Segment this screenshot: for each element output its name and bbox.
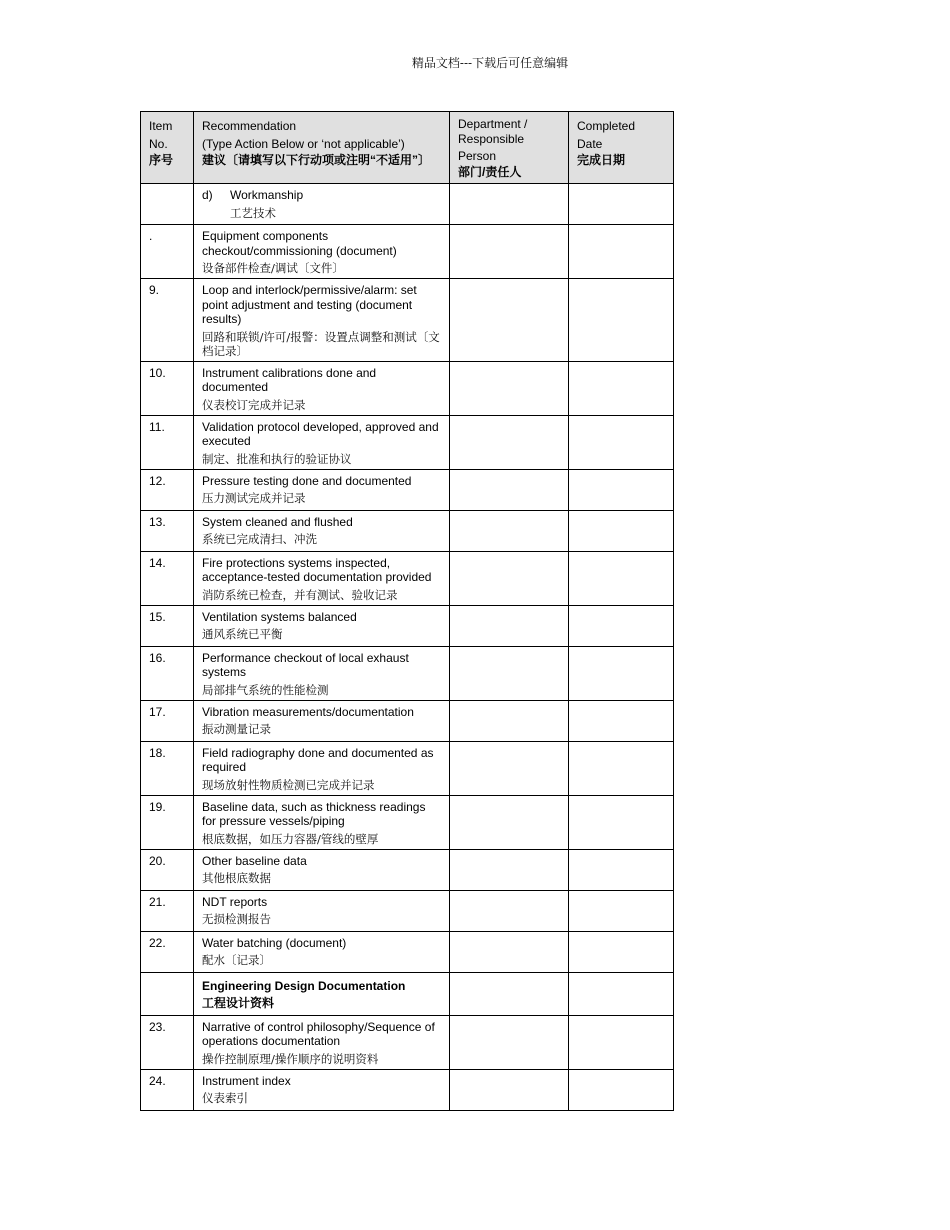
header-completed-en-1: Completed xyxy=(577,119,636,133)
recommendation-en: Workmanship xyxy=(230,188,304,202)
recommendation-en: NDT reports xyxy=(202,894,268,909)
item-no-cell: 17. xyxy=(141,700,194,741)
item-no-cell: 15. xyxy=(141,605,194,646)
completed-date-cell[interactable] xyxy=(569,469,674,510)
department-cell[interactable] xyxy=(450,1069,569,1110)
recommendation-cell xyxy=(194,184,450,225)
item-no-cell: 12. xyxy=(141,469,194,510)
completed-date-cell[interactable] xyxy=(569,741,674,795)
department-cell[interactable] xyxy=(450,469,569,510)
recommendation-en: Instrument calibrations done and documented xyxy=(202,365,377,394)
department-cell[interactable] xyxy=(450,646,569,700)
header-department-en-3: Person xyxy=(458,149,497,163)
completed-date-cell[interactable] xyxy=(569,931,674,972)
header-department xyxy=(450,112,569,184)
recommendation-zh: 无损检测报告 xyxy=(202,912,271,926)
item-no-cell: 19. xyxy=(141,795,194,849)
item-no-cell: 21. xyxy=(141,890,194,931)
item-no-cell: 23. xyxy=(141,1015,194,1069)
recommendation-en: Instrument index xyxy=(202,1073,291,1088)
table-row xyxy=(141,890,674,931)
recommendation-cell xyxy=(194,605,450,646)
table-row xyxy=(141,646,674,700)
completed-date-cell[interactable] xyxy=(569,184,674,225)
recommendation-zh: 配水〔记录〕 xyxy=(202,953,271,967)
completed-date-cell[interactable] xyxy=(569,415,674,469)
table-row xyxy=(141,931,674,972)
recommendation-en: Pressure testing done and documented xyxy=(202,473,412,488)
header-recommendation-en-2: (Type Action Below or ‘not applicable’) xyxy=(202,137,405,151)
table-row xyxy=(141,184,674,225)
item-no-cell: 24. xyxy=(141,1069,194,1110)
recommendation-zh: 操作控制原理/操作顺序的说明资料 xyxy=(202,1051,379,1066)
item-no-cell: 13. xyxy=(141,510,194,551)
recommendation-zh: 设备部件检查/调试〔文件〕 xyxy=(202,261,344,275)
recommendation-cell xyxy=(194,849,450,890)
table-row xyxy=(141,1015,674,1069)
recommendation-zh: 现场放射性物质检测已完成并记录 xyxy=(202,777,375,792)
table-header-row xyxy=(141,112,674,184)
department-cell[interactable] xyxy=(450,361,569,415)
table-row xyxy=(141,849,674,890)
header-completed-date xyxy=(569,112,674,184)
table-row xyxy=(141,551,674,605)
recommendation-zh: 工程设计资料 xyxy=(202,995,275,1010)
department-cell[interactable] xyxy=(450,931,569,972)
completed-date-cell[interactable] xyxy=(569,646,674,700)
header-item-no-en-1: Item xyxy=(149,119,173,133)
section-row xyxy=(141,972,674,1015)
recommendation-en: Loop and interlock/permissive/alarm: set point adjustment and testing (document results) xyxy=(202,283,417,326)
recommendation-zh: 其他根底数据 xyxy=(202,871,271,885)
department-cell[interactable] xyxy=(450,184,569,225)
header-department-zh: 部门/责任人 xyxy=(458,165,522,179)
completed-date-cell[interactable] xyxy=(569,225,674,279)
recommendation-en: Performance checkout of local exhaust systems xyxy=(202,650,409,679)
completed-date-cell[interactable] xyxy=(569,700,674,741)
department-cell[interactable] xyxy=(450,741,569,795)
completed-date-cell[interactable] xyxy=(569,1069,674,1110)
header-completed-zh: 完成日期 xyxy=(577,153,626,167)
recommendation-cell xyxy=(194,510,450,551)
table-row xyxy=(141,700,674,741)
completed-date-cell[interactable] xyxy=(569,510,674,551)
recommendation-en: Fire protections systems inspected, acceptance-tested documentation provided xyxy=(202,555,432,584)
department-cell[interactable] xyxy=(450,849,569,890)
header-department-en-1: Department / xyxy=(458,117,528,131)
recommendation-cell xyxy=(194,1015,450,1069)
item-no-cell: 22. xyxy=(141,931,194,972)
recommendation-zh: 仪表索引 xyxy=(202,1091,248,1105)
department-cell[interactable] xyxy=(450,605,569,646)
sub-item-letter: d) xyxy=(202,188,213,202)
header-completed-en-2: Date xyxy=(577,137,603,151)
department-cell[interactable] xyxy=(450,551,569,605)
table-row xyxy=(141,279,674,362)
recommendation-en: Validation protocol developed, approved and executed xyxy=(202,419,439,448)
completed-date-cell[interactable] xyxy=(569,361,674,415)
recommendation-cell xyxy=(194,795,450,849)
item-no-cell: 11. xyxy=(141,415,194,469)
recommendation-en: Vibration measurements/documentation xyxy=(202,704,414,719)
department-cell[interactable] xyxy=(450,415,569,469)
recommendation-cell xyxy=(194,700,450,741)
recommendation-en: Ventilation systems balanced xyxy=(202,609,357,624)
recommendation-zh: 回路和联锁/许可/报警：设置点调整和测试〔文档记录〕 xyxy=(202,329,440,358)
department-cell[interactable] xyxy=(450,795,569,849)
header-recommendation-zh: 建议〔请填写以下行动项或注明“不适用”〕 xyxy=(202,153,431,167)
completed-date-cell[interactable] xyxy=(569,279,674,362)
completed-date-cell[interactable] xyxy=(569,1015,674,1069)
recommendation-zh: 根底数据，如压力容器/管线的壁厚 xyxy=(202,831,379,846)
recommendation-en: Equipment components checkout/commissioning (document) xyxy=(202,229,397,258)
item-no-cell: 10. xyxy=(141,361,194,415)
recommendation-cell xyxy=(194,551,450,605)
recommendation-en: System cleaned and flushed xyxy=(202,514,353,529)
recommendation-zh: 工艺技术 xyxy=(230,205,276,220)
completed-date-cell[interactable] xyxy=(569,890,674,931)
department-cell[interactable] xyxy=(450,225,569,279)
completed-date-cell[interactable] xyxy=(569,849,674,890)
checklist-body xyxy=(141,184,674,1111)
recommendation-checklist-table xyxy=(140,111,674,1111)
recommendation-cell xyxy=(194,279,450,362)
recommendation-en: Baseline data, such as thickness readings for pressure vessels/piping xyxy=(202,799,426,828)
department-cell[interactable] xyxy=(450,279,569,362)
sub-item-line xyxy=(202,188,442,203)
item-no-cell: 9. xyxy=(141,279,194,362)
table-row xyxy=(141,361,674,415)
recommendation-zh: 压力测试完成并记录 xyxy=(202,491,306,505)
table-row xyxy=(141,469,674,510)
department-cell[interactable] xyxy=(450,972,569,1015)
completed-date-cell[interactable] xyxy=(569,551,674,605)
header-recommendation xyxy=(194,112,450,184)
recommendation-en: Water batching (document) xyxy=(202,935,347,950)
recommendation-cell xyxy=(194,931,450,972)
recommendation-zh: 消防系统已检查，并有测试、验收记录 xyxy=(202,587,398,602)
recommendation-zh: 仪表校订完成并记录 xyxy=(202,397,306,412)
department-cell[interactable] xyxy=(450,890,569,931)
completed-date-cell[interactable] xyxy=(569,972,674,1015)
recommendation-zh: 通风系统已平衡 xyxy=(202,627,283,641)
table-row xyxy=(141,741,674,795)
recommendation-cell xyxy=(194,361,450,415)
department-cell[interactable] xyxy=(450,510,569,551)
department-cell[interactable] xyxy=(450,700,569,741)
recommendation-cell xyxy=(194,225,450,279)
table-row xyxy=(141,1069,674,1110)
recommendation-zh: 振动测量记录 xyxy=(202,722,271,736)
table-row xyxy=(141,795,674,849)
item-no-cell: 16. xyxy=(141,646,194,700)
item-no-cell: 20. xyxy=(141,849,194,890)
header-item-no xyxy=(141,112,194,184)
recommendation-cell xyxy=(194,972,450,1015)
table-row xyxy=(141,415,674,469)
recommendation-cell xyxy=(194,741,450,795)
header-item-no-en-2: No. xyxy=(149,137,168,151)
table-row xyxy=(141,225,674,279)
recommendation-en: Field radiography done and documented as required xyxy=(202,745,434,774)
item-no-cell: . xyxy=(141,225,194,279)
recommendation-en: Narrative of control philosophy/Sequence of operations documentation xyxy=(202,1019,435,1048)
table-row xyxy=(141,605,674,646)
recommendation-cell xyxy=(194,415,450,469)
header-department-en-2: Responsible xyxy=(458,132,525,146)
recommendation-cell xyxy=(194,469,450,510)
header-recommendation-en-1: Recommendation xyxy=(202,119,297,133)
completed-date-cell[interactable] xyxy=(569,605,674,646)
item-no-cell xyxy=(141,972,194,1015)
recommendation-en: Other baseline data xyxy=(202,853,307,868)
completed-date-cell[interactable] xyxy=(569,795,674,849)
recommendation-zh: 制定、批准和执行的验证协议 xyxy=(202,451,352,466)
item-no-cell: 14. xyxy=(141,551,194,605)
item-no-cell: 18. xyxy=(141,741,194,795)
recommendation-zh: 系统已完成清扫、冲洗 xyxy=(202,532,317,546)
recommendation-cell xyxy=(194,890,450,931)
table-row xyxy=(141,510,674,551)
item-no-cell xyxy=(141,184,194,225)
department-cell[interactable] xyxy=(450,1015,569,1069)
recommendation-zh: 局部排气系统的性能检测 xyxy=(202,682,329,697)
recommendation-cell xyxy=(194,646,450,700)
recommendation-cell xyxy=(194,1069,450,1110)
page-header: 精品文档---下载后可任意编辑 xyxy=(411,56,569,70)
recommendation-en: Engineering Design Documentation xyxy=(202,978,406,993)
header-item-no-zh: 序号 xyxy=(149,153,174,167)
